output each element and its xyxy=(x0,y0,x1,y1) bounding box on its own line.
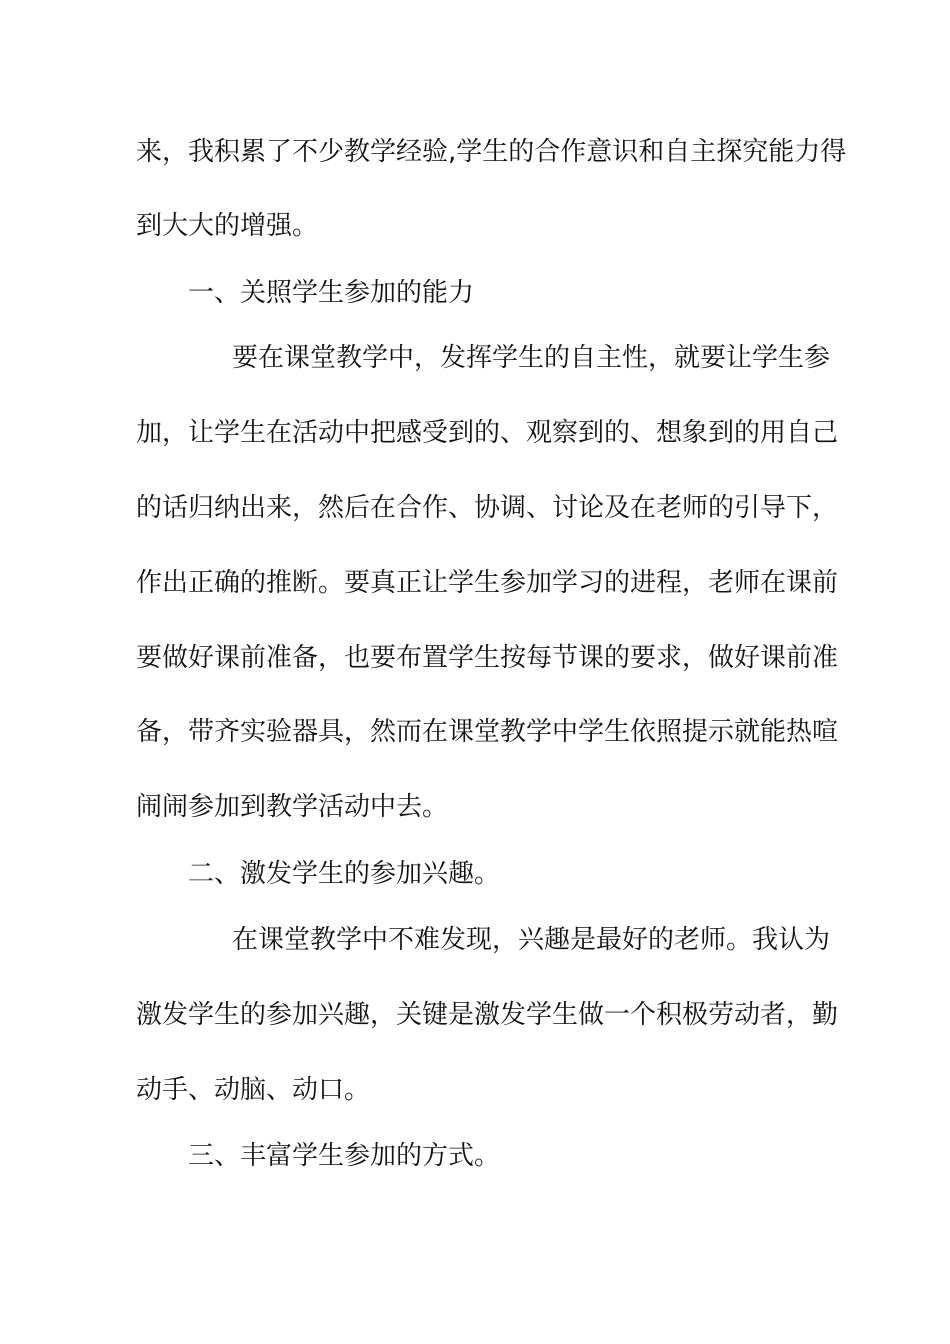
section-heading-3: 三、丰富学生参加的方式。 xyxy=(188,1141,501,1171)
body-text-line: 动手、动脑、动口。 xyxy=(136,1075,371,1105)
body-text-line: 的话归纳出来，然后在合作、协调、讨论及在老师的引导下， xyxy=(136,493,839,523)
body-text-line: 备，带齐实验器具，然而在课堂教学中学生依照提示就能热喧 xyxy=(136,717,839,747)
body-text-line: 作出正确的推断。要真正让学生参加学习的进程，老师在课前 xyxy=(136,568,839,598)
body-text-line: 要做好课前准备，也要布置学生按每节课的要求，做好课前准 xyxy=(136,643,839,673)
body-text-line: 来，我积累了不少教学经验,学生的合作意识和自主探究能力得 xyxy=(136,137,847,167)
body-text-line: 加，让学生在活动中把感受到的、观察到的、想象到的用自己 xyxy=(136,418,839,448)
body-text-line: 到大大的增强。 xyxy=(136,211,319,241)
section-heading-1: 一、关照学生参加的能力 xyxy=(188,278,475,308)
section-heading-2: 二、激发学生的参加兴趣。 xyxy=(188,859,501,889)
body-text-line: 在课堂教学中不难发现，兴趣是最好的老师。我认为 xyxy=(232,925,831,955)
body-text-line: 要在课堂教学中，发挥学生的自主性，就要让学生参 xyxy=(232,343,831,373)
body-text-line: 激发学生的参加兴趣，关键是激发学生做一个积极劳动者，勤 xyxy=(136,1000,839,1030)
body-text-line: 闹闹参加到教学活动中去。 xyxy=(136,792,449,822)
